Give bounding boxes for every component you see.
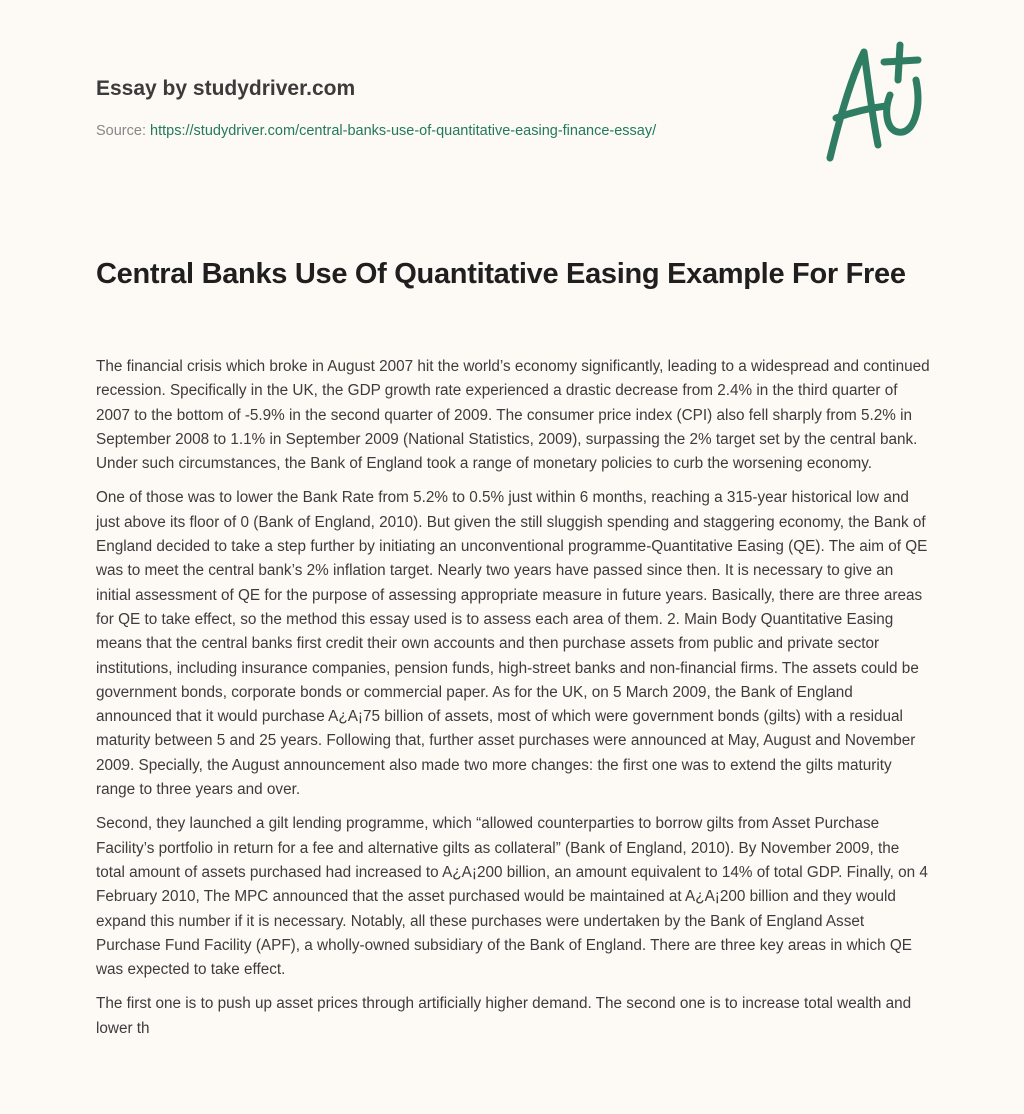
article-title: Central Banks Use Of Quantitative Easing Example For Free: [96, 258, 906, 290]
paragraph: The financial crisis which broke in August 2007 hit the world’s economy significantly, leading to a widespread and continued recession. Specifically in the UK, the GDP growth rate experienced a drastic decrease from 2.4% in the third quarter of 2007 to the bottom of -5.9% in the second quarter of 2009. The consumer price index (CPI) also fell sharply from 5.2% in September 2008 to 1.1% in September 2009 (National Statistics, 2009), surpassing the 2% target set by the central bank. Under such circumstances, the Bank of England took a range of monetary policies to curb the worsening economy.: [96, 358, 930, 473]
site-brand: Essay by studydriver.com: [96, 77, 356, 100]
source-link[interactable]: https://studydriver.com/central-banks-use-of-quantitative-easing-finance-essay/: [150, 123, 657, 139]
paragraph: One of those was to lower the Bank Rate from 5.2% to 0.5% just within 6 months, reaching a 315-year historical low and just above its floor of 0 (Bank of England, 2010). But given the still sluggish spending and staggering economy, the Bank of England decided to take a step further by initiating an unconventional programme-Quantitative Easing (QE). The aim of QE was to meet the central bank’s 2% inflation target. Nearly two years have passed since then. It is necessary to give an initial assessment of QE for the purpose of assessing appropriate measure in future years. Basically, there are three areas for QE to take effect, so the method this essay used is to assess each area of them. 2. Main Body Quantitative Easing means that the central banks first credit their own accounts and then purchase assets from public and private sector institutions, including insurance companies, pension funds, high-street banks and non-financial firms. The assets could be government bonds, corporate bonds or commercial paper. As for the UK, on 5 March 2009, the Bank of England announced that it would purchase A¿A¡75 billion of assets, most of which were government bonds (gilts) with a residual maturity between 5 and 25 years. Following that, further asset purchases were announced at May, August and November 2009. Specially, the August announcement also made two more changes: the first one was to extend the gilts maturity range to three years and over.: [96, 489, 928, 799]
article-body: [96, 355, 932, 1051]
source-label: Source:: [96, 123, 146, 139]
paragraph: The first one is to push up asset prices through artificially higher demand. The second one is to increase total wealth and lower th: [96, 995, 912, 1037]
paragraph: Second, they launched a gilt lending programme, which “allowed counterparties to borrow gilts from Asset Purchase Facility’s portfolio in return for a fee and alternative gilts as collateral” (Bank of England, 2010). By November 2009, the total amount of assets purchased had increased to A¿A¡200 billion, an amount equivalent to 14% of total GDP. Finally, on 4 February 2010, The MPC announced that the asset purchased would be maintained at A¿A¡200 billion and they would expand this number if it is necessary. Notably, all these purchases were undertaken by the Bank of England Asset Purchase Fund Facility (APF), a wholly-owned subsidiary of the Bank of England. There are three key areas in which QE was expected to take effect.: [96, 815, 928, 979]
a-plus-logo-icon: [818, 40, 928, 165]
source-line: [96, 123, 656, 139]
